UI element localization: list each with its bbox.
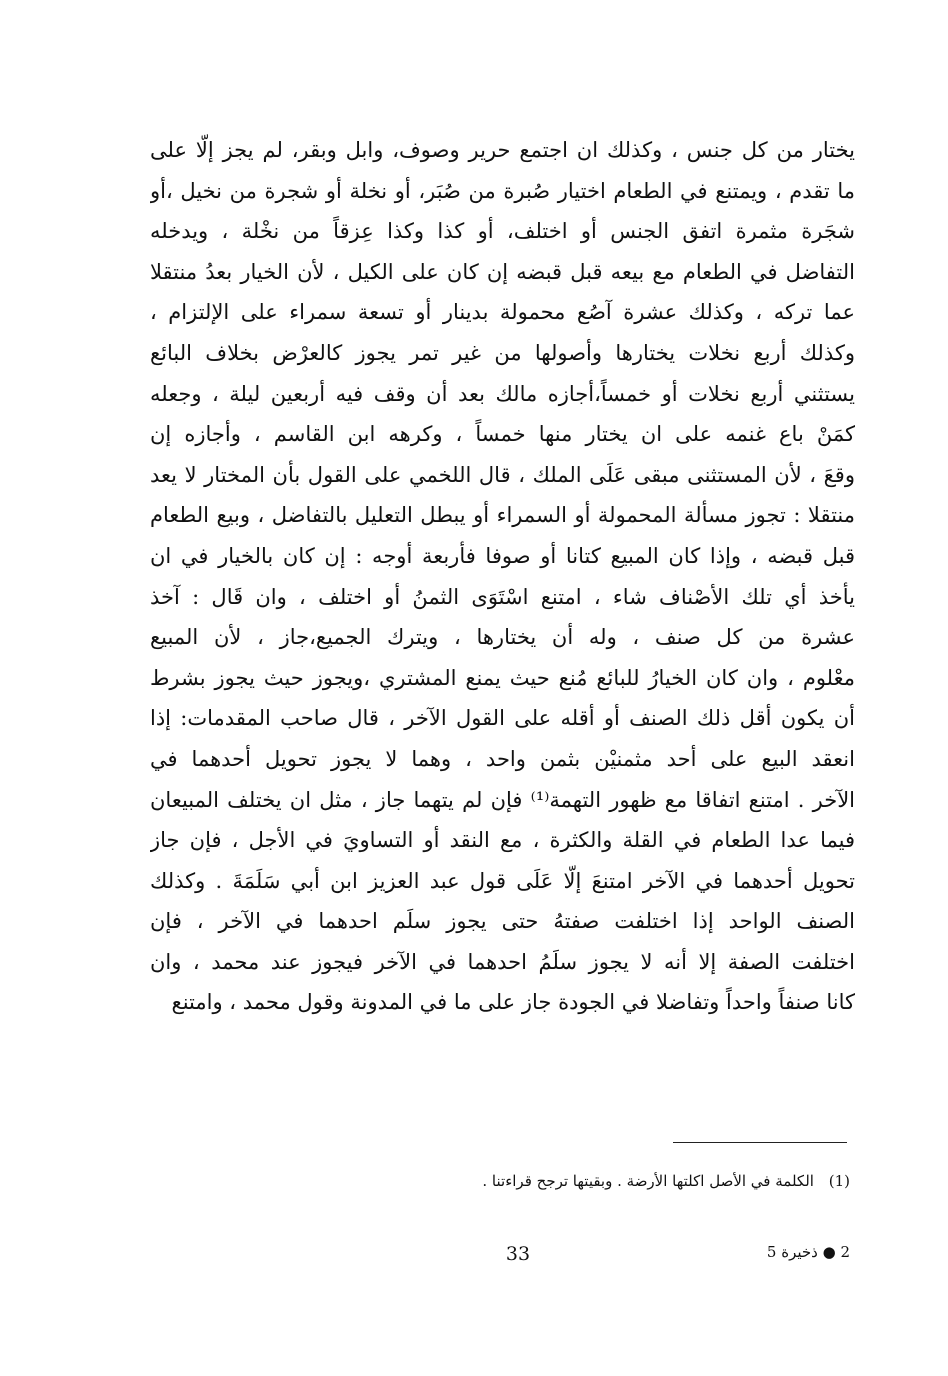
text-line: عشرة من كل صنف ، وله أن يختارها ، ويترك الجميع،جاز ، لأن المبيع — [150, 625, 855, 650]
text-line: كانا صنفاً واحداً وتفاضلا في الجودة جاز على ما في المدونة وقول محمد ، وامتنع — [171, 990, 855, 1015]
text-line: عما تركه ، وكذلك عشرة آصُع محمولة بدينار أو تسعة سمراء على الإلتزام ، — [150, 300, 855, 325]
text-line: قبل قبضه ، وإذا كان المبيع كتانا أو صوفا فأربعة أوجه : إن كان بالخيار في ان — [150, 543, 855, 568]
text-line: وكذلك أربع نخلات يختارها وأصولها من غير تمر يجوز كالعرْض بخلاف البائع — [150, 340, 855, 365]
text-line: تحويل أحدهما في الآخر امتنعَ إلّا عَلَى قول عبد العزيز ابن أبي سَلَمَةَ . وكذلك — [150, 868, 855, 893]
text-line: يستثني أربع نخلات أو خمساً،أجازه مالك بعد أن وقف فيه أربعين ليلة ، وجعله — [150, 381, 855, 406]
text-line: أن يكون أقل ذلك الصنف أو أقله على القول الآخر ، قال صاحب المقدمات: إذا — [150, 706, 855, 731]
text-line: معْلوم ، وان كان الخيارُ للبائع مُنع حيث يمنع المشتري ،ويجوز حيث يجوز بشرط — [150, 665, 855, 690]
text-line: فيما عدا الطعام في القلة والكثرة ، مع النقد أو التساويَ في الأجل ، فإن جاز — [150, 828, 855, 853]
text-line: ما تقدم ، ويمتنع في الطعام اختيار صُبرة من صُبَر، أو نخلة أو شجرة من نخيل ،أو — [150, 178, 855, 203]
text-line: وقعَ ، لأن المستثنى مبقى عَلَى الملك ، قال اللخمي على القول بأن المختار لا يعد — [150, 462, 855, 487]
body-text — [150, 130, 855, 1023]
text-line: يختار من كل جنس ، وكذلك ان اجتمع حرير وصوف، وابل وبقر، لم يجز إلّا على — [150, 138, 855, 162]
text-line: انعقد البيع على أحد مثمنيْن بثمن واحد ، وهما لا يجوز تحويل أحدهما في — [150, 746, 855, 771]
footnote-number: (1) — [828, 1172, 850, 1190]
text-line: التفاضل في الطعام مع بيعه قبل قبضه إن كان على الكيل ، لأن الخيار بعدُ منتقلا — [150, 259, 855, 284]
text-line: شجَرة مثمرة اتفق الجنس أو اختلف، أو كذا وكذا عِزقاً من نخْلة ، ويدخله — [150, 219, 855, 244]
footnote-text: الكلمة في الأصل اكلتها الأرضة . وبقيتها ترجح قراءتنا . — [482, 1172, 814, 1190]
signature-mark: 2 ● ذخيرة 5 — [766, 1243, 850, 1261]
text-line: يأخذ أي تلك الأصْناف شاء ، امتنع اسْتَوَى الثمنُ أو اختلف ، وان قَال : آخذ — [150, 584, 855, 609]
footnote — [380, 1172, 850, 1190]
page-number: 33 — [505, 1243, 531, 1265]
text-line: اختلفت الصفة إلا أنه لا يجوز سلَمُ احدهما في الآخر فيجوز عند محمد ، وان — [150, 949, 855, 974]
text-line: منتقلا : تجوز مسألة المحمولة أو السمراء أو يبطل التعليل بالتفاضل ، وبيع الطعام — [150, 503, 855, 528]
text-line: كمَنْ باع غنمه على ان يختار منها خمساً ، وكرهه ابن القاسم ، وأجازه إن — [150, 422, 855, 447]
text-line: الصنف الواحد إذا اختلفت صفتهُ حتى يجوز سلَم احدهما في الآخر ، فإن — [150, 909, 855, 934]
text-line: الآخر . امتنع اتفاقا مع ظهور التهمة⁽¹⁾ فإن لم يتهما جاز ، مثل ان يختلف المبيعان — [150, 787, 855, 812]
footnote-separator — [673, 1142, 847, 1143]
